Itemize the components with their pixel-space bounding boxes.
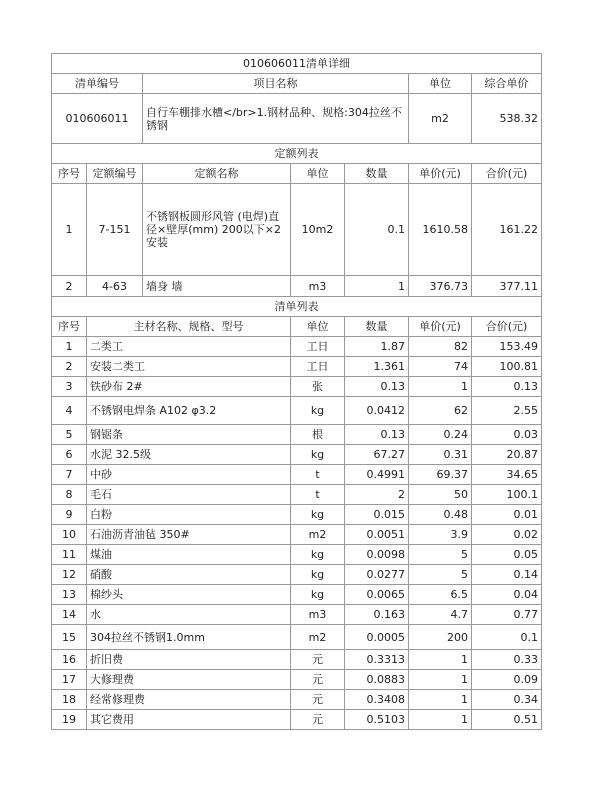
material-row bbox=[52, 690, 542, 710]
material-unit-price: 3.9 bbox=[409, 525, 472, 545]
material-section-title: 清单列表 bbox=[52, 297, 542, 317]
material-unit-price: 1 bbox=[409, 377, 472, 397]
quota-header-cell: 单价(元) bbox=[409, 164, 472, 184]
quota-unit: 10m2 bbox=[291, 184, 345, 276]
material-name: 钢锯条 bbox=[87, 425, 291, 445]
material-row bbox=[52, 397, 542, 425]
material-index: 18 bbox=[52, 690, 87, 710]
material-unit: t bbox=[291, 465, 345, 485]
material-row bbox=[52, 525, 542, 545]
quota-total: 377.11 bbox=[472, 276, 542, 297]
material-name: 白粉 bbox=[87, 505, 291, 525]
material-unit: 元 bbox=[291, 670, 345, 690]
material-name: 毛石 bbox=[87, 485, 291, 505]
material-qty: 0.13 bbox=[345, 425, 409, 445]
material-name: 水 bbox=[87, 605, 291, 625]
material-unit-price: 5 bbox=[409, 565, 472, 585]
material-header-row bbox=[52, 317, 542, 337]
material-unit-price: 74 bbox=[409, 357, 472, 377]
material-unit-price: 1 bbox=[409, 690, 472, 710]
page-title: 010606011清单详细 bbox=[52, 54, 542, 74]
quota-code: 7-151 bbox=[87, 184, 143, 276]
quota-unit-price: 1610.58 bbox=[409, 184, 472, 276]
material-total: 0.09 bbox=[472, 670, 542, 690]
material-name: 二类工 bbox=[87, 337, 291, 357]
material-row bbox=[52, 465, 542, 485]
material-unit: kg bbox=[291, 545, 345, 565]
material-unit: 张 bbox=[291, 377, 345, 397]
bill-detail-table bbox=[51, 53, 542, 730]
header-code: 清单编号 bbox=[52, 74, 143, 94]
item-code: 010606011 bbox=[52, 94, 143, 144]
quota-unit: m3 bbox=[291, 276, 345, 297]
header-row bbox=[52, 74, 542, 94]
material-index: 4 bbox=[52, 397, 87, 425]
material-total: 0.33 bbox=[472, 650, 542, 670]
material-unit-price: 1 bbox=[409, 710, 472, 730]
quota-total: 161.22 bbox=[472, 184, 542, 276]
quota-name: 不锈钢板圆形风管 (电焊)直径×壁厚(mm) 200以下×2 安装 bbox=[143, 184, 291, 276]
material-qty: 0.0883 bbox=[345, 670, 409, 690]
material-name: 水泥 32.5级 bbox=[87, 445, 291, 465]
quota-header-cell: 序号 bbox=[52, 164, 87, 184]
material-qty: 0.13 bbox=[345, 377, 409, 397]
material-unit-price: 200 bbox=[409, 625, 472, 650]
item-unit: m2 bbox=[409, 94, 472, 144]
material-total: 0.04 bbox=[472, 585, 542, 605]
material-unit-price: 0.31 bbox=[409, 445, 472, 465]
material-header-cell: 单位 bbox=[291, 317, 345, 337]
material-unit: kg bbox=[291, 565, 345, 585]
material-index: 17 bbox=[52, 670, 87, 690]
material-row bbox=[52, 650, 542, 670]
material-total: 0.03 bbox=[472, 425, 542, 445]
material-unit: kg bbox=[291, 397, 345, 425]
material-row bbox=[52, 425, 542, 445]
quota-name: 墙身 墙 bbox=[143, 276, 291, 297]
material-unit: 工日 bbox=[291, 357, 345, 377]
material-unit: 元 bbox=[291, 650, 345, 670]
material-total: 100.81 bbox=[472, 357, 542, 377]
material-header-cell: 合价(元) bbox=[472, 317, 542, 337]
quota-row bbox=[52, 184, 542, 276]
header-unit: 单位 bbox=[409, 74, 472, 94]
material-name: 铁砂布 2# bbox=[87, 377, 291, 397]
material-row bbox=[52, 505, 542, 525]
quota-section-title: 定额列表 bbox=[52, 144, 542, 164]
quota-header-row bbox=[52, 164, 542, 184]
material-index: 16 bbox=[52, 650, 87, 670]
material-index: 15 bbox=[52, 625, 87, 650]
material-row bbox=[52, 585, 542, 605]
item-name: 自行车棚排水槽</br>1.钢材品种、规格:304拉丝不锈钢 bbox=[143, 94, 409, 144]
material-header-cell: 主材名称、规格、型号 bbox=[87, 317, 291, 337]
material-unit-price: 5 bbox=[409, 545, 472, 565]
material-name: 折旧费 bbox=[87, 650, 291, 670]
material-name: 棉纱头 bbox=[87, 585, 291, 605]
material-unit-price: 62 bbox=[409, 397, 472, 425]
material-unit: 元 bbox=[291, 690, 345, 710]
material-total: 0.14 bbox=[472, 565, 542, 585]
material-name: 304拉丝不锈钢1.0mm bbox=[87, 625, 291, 650]
material-unit: kg bbox=[291, 445, 345, 465]
material-row bbox=[52, 670, 542, 690]
quota-header-cell: 合价(元) bbox=[472, 164, 542, 184]
material-unit-price: 6.5 bbox=[409, 585, 472, 605]
material-name: 不锈钢电焊条 A102 φ3.2 bbox=[87, 397, 291, 425]
material-total: 0.34 bbox=[472, 690, 542, 710]
material-unit-price: 1 bbox=[409, 650, 472, 670]
material-index: 7 bbox=[52, 465, 87, 485]
material-name: 安装二类工 bbox=[87, 357, 291, 377]
material-total: 0.01 bbox=[472, 505, 542, 525]
material-qty: 0.0412 bbox=[345, 397, 409, 425]
item-price: 538.32 bbox=[472, 94, 542, 144]
quota-code: 4-63 bbox=[87, 276, 143, 297]
quota-index: 2 bbox=[52, 276, 87, 297]
quota-header-cell: 定额编号 bbox=[87, 164, 143, 184]
material-row bbox=[52, 337, 542, 357]
material-header-cell: 序号 bbox=[52, 317, 87, 337]
material-index: 6 bbox=[52, 445, 87, 465]
material-unit: kg bbox=[291, 505, 345, 525]
quota-row bbox=[52, 276, 542, 297]
material-qty: 0.0005 bbox=[345, 625, 409, 650]
material-total: 0.77 bbox=[472, 605, 542, 625]
title-row bbox=[52, 54, 542, 74]
material-qty: 0.0065 bbox=[345, 585, 409, 605]
material-total: 0.02 bbox=[472, 525, 542, 545]
material-total: 0.51 bbox=[472, 710, 542, 730]
material-unit-price: 4.7 bbox=[409, 605, 472, 625]
material-row bbox=[52, 565, 542, 585]
quota-index: 1 bbox=[52, 184, 87, 276]
material-name: 其它费用 bbox=[87, 710, 291, 730]
quota-unit-price: 376.73 bbox=[409, 276, 472, 297]
material-name: 煤油 bbox=[87, 545, 291, 565]
material-unit-price: 0.24 bbox=[409, 425, 472, 445]
header-name: 项目名称 bbox=[143, 74, 409, 94]
material-row bbox=[52, 377, 542, 397]
material-qty: 0.163 bbox=[345, 605, 409, 625]
material-total: 153.49 bbox=[472, 337, 542, 357]
material-row bbox=[52, 710, 542, 730]
material-qty: 0.3313 bbox=[345, 650, 409, 670]
material-unit-price: 1 bbox=[409, 670, 472, 690]
item-row bbox=[52, 94, 542, 144]
material-qty: 0.015 bbox=[345, 505, 409, 525]
material-index: 14 bbox=[52, 605, 87, 625]
material-index: 2 bbox=[52, 357, 87, 377]
material-total: 20.87 bbox=[472, 445, 542, 465]
material-total: 0.05 bbox=[472, 545, 542, 565]
material-index: 9 bbox=[52, 505, 87, 525]
material-index: 11 bbox=[52, 545, 87, 565]
material-qty: 2 bbox=[345, 485, 409, 505]
material-unit: 工日 bbox=[291, 337, 345, 357]
material-total: 0.1 bbox=[472, 625, 542, 650]
material-index: 8 bbox=[52, 485, 87, 505]
material-unit: 元 bbox=[291, 710, 345, 730]
header-price: 综合单价 bbox=[472, 74, 542, 94]
material-total: 34.65 bbox=[472, 465, 542, 485]
quota-header-cell: 单位 bbox=[291, 164, 345, 184]
material-qty: 67.27 bbox=[345, 445, 409, 465]
material-index: 10 bbox=[52, 525, 87, 545]
material-qty: 0.0051 bbox=[345, 525, 409, 545]
material-total: 2.55 bbox=[472, 397, 542, 425]
material-unit: 根 bbox=[291, 425, 345, 445]
material-index: 12 bbox=[52, 565, 87, 585]
material-header-cell: 数量 bbox=[345, 317, 409, 337]
material-qty: 0.5103 bbox=[345, 710, 409, 730]
material-row bbox=[52, 357, 542, 377]
material-name: 大修理费 bbox=[87, 670, 291, 690]
material-unit: m3 bbox=[291, 605, 345, 625]
material-name: 经常修理费 bbox=[87, 690, 291, 710]
material-unit-price: 69.37 bbox=[409, 465, 472, 485]
material-qty: 1.361 bbox=[345, 357, 409, 377]
material-unit-price: 0.48 bbox=[409, 505, 472, 525]
material-index: 19 bbox=[52, 710, 87, 730]
material-row bbox=[52, 445, 542, 465]
material-total: 100.1 bbox=[472, 485, 542, 505]
material-qty: 0.0277 bbox=[345, 565, 409, 585]
material-unit: m2 bbox=[291, 525, 345, 545]
material-row bbox=[52, 625, 542, 650]
material-header-cell: 单价(元) bbox=[409, 317, 472, 337]
material-unit-price: 50 bbox=[409, 485, 472, 505]
material-qty: 0.4991 bbox=[345, 465, 409, 485]
quota-qty: 0.1 bbox=[345, 184, 409, 276]
material-qty: 0.0098 bbox=[345, 545, 409, 565]
material-row bbox=[52, 545, 542, 565]
material-unit: m2 bbox=[291, 625, 345, 650]
material-index: 3 bbox=[52, 377, 87, 397]
material-index: 1 bbox=[52, 337, 87, 357]
material-index: 13 bbox=[52, 585, 87, 605]
material-unit-price: 82 bbox=[409, 337, 472, 357]
quota-header-cell: 数量 bbox=[345, 164, 409, 184]
material-index: 5 bbox=[52, 425, 87, 445]
material-unit: kg bbox=[291, 585, 345, 605]
material-qty: 0.3408 bbox=[345, 690, 409, 710]
material-total: 0.13 bbox=[472, 377, 542, 397]
material-row bbox=[52, 485, 542, 505]
quota-qty: 1 bbox=[345, 276, 409, 297]
quota-header-cell: 定额名称 bbox=[143, 164, 291, 184]
material-row bbox=[52, 605, 542, 625]
material-unit: t bbox=[291, 485, 345, 505]
material-name: 中砂 bbox=[87, 465, 291, 485]
quota-section-row bbox=[52, 144, 542, 164]
material-name: 硝酸 bbox=[87, 565, 291, 585]
material-section-row bbox=[52, 297, 542, 317]
material-name: 石油沥青油毡 350# bbox=[87, 525, 291, 545]
material-qty: 1.87 bbox=[345, 337, 409, 357]
